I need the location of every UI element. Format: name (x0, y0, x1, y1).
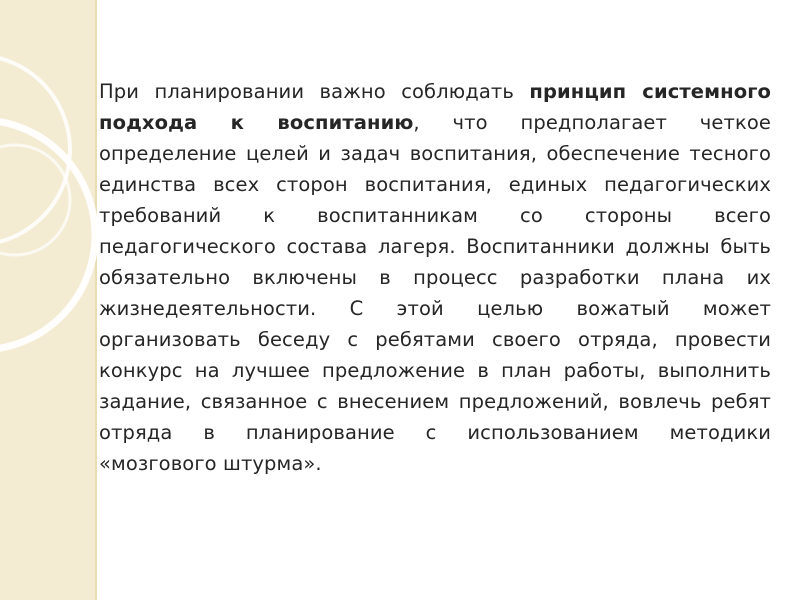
side-band-edge (95, 0, 97, 600)
decorative-side-band (0, 0, 97, 600)
paragraph-rest: , что предполагает четкое определение целей и задач воспитания, обеспечение тесного единства всех сторон воспитания, единых педагогических требований к воспитанникам со стороны всего педагогического состава лагеря. Воспитанники должны быть обязательно включены в процесс разработки плана их жизнедеятельности. С этой целью вожатый может организовать беседу с ребятами своего отряда, провести конкурс на лучшее предложение в план работы, выполнить задание, связанное с внесением предложений, вовлечь ребят отряда в планирование с использованием методики «мозгового штурма». (99, 111, 771, 475)
body-paragraph (99, 76, 771, 479)
paragraph-intro: При планировании важно соблюдать (99, 80, 530, 103)
paragraph-bold-principle: принцип системного подхода к воспитанию (99, 80, 771, 134)
